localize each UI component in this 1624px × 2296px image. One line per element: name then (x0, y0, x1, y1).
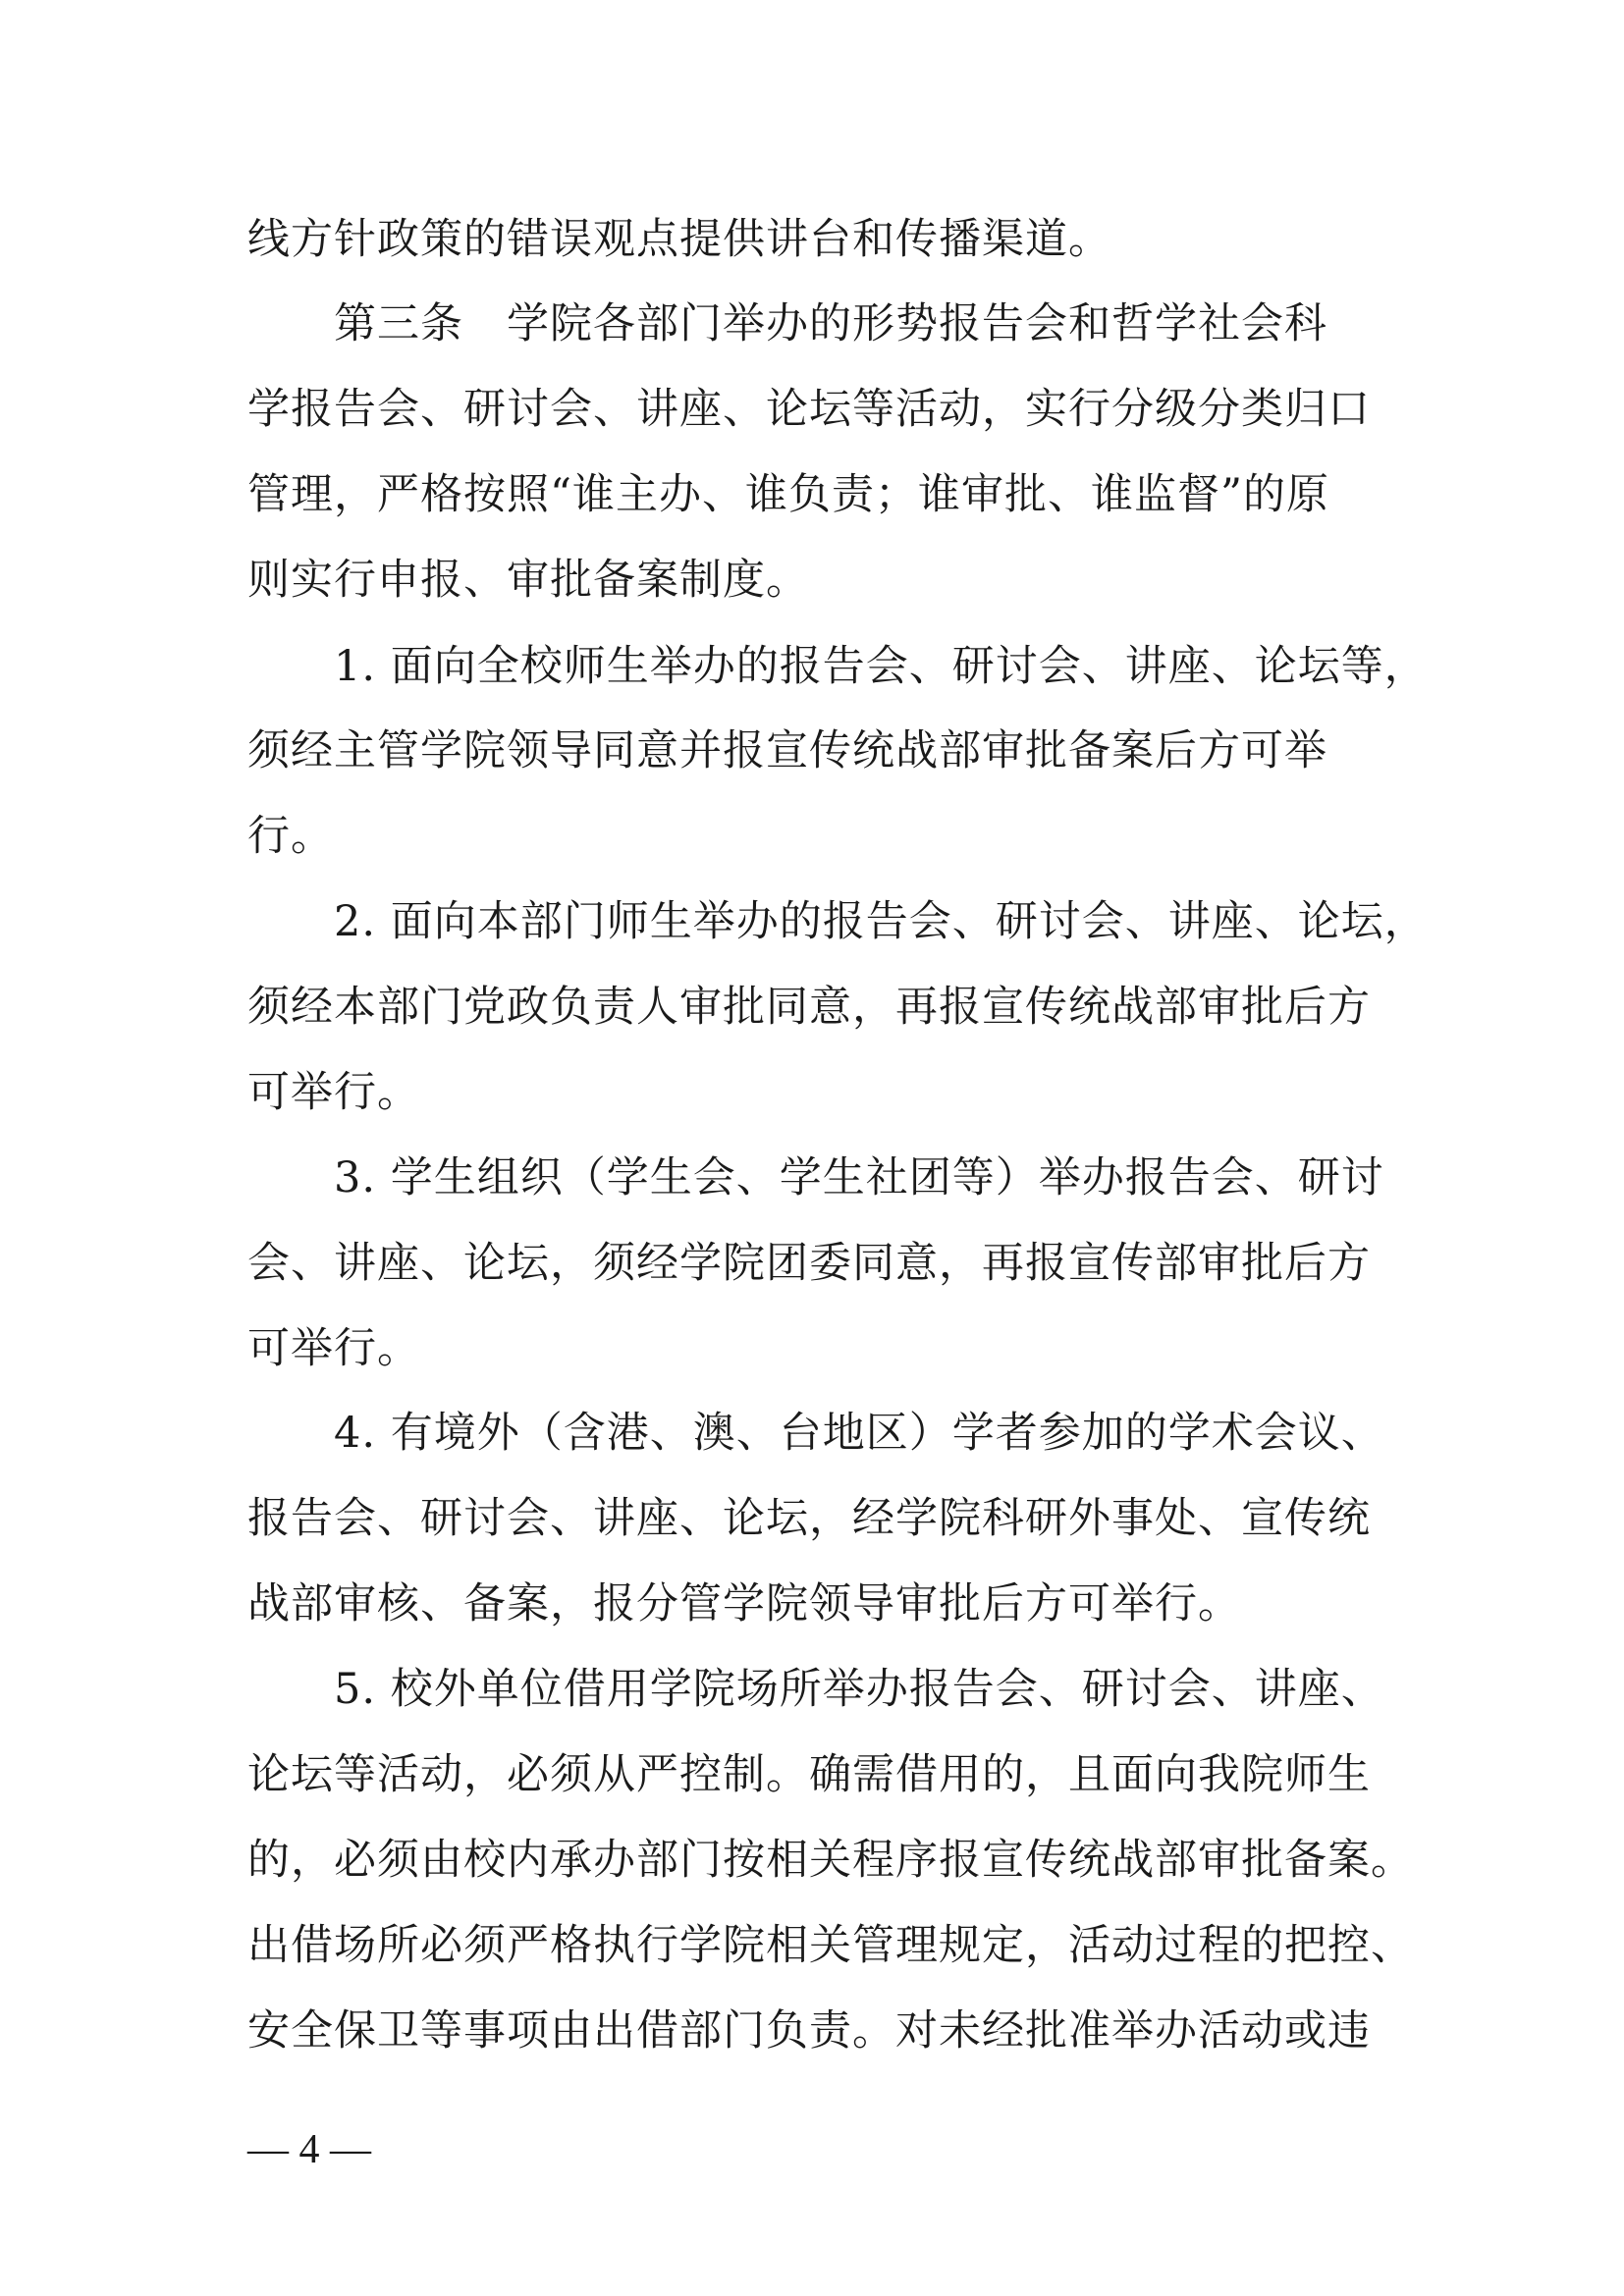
text-line: 可举行。 (247, 1068, 420, 1117)
text-line: 须经本部门党政负责人审批同意，再报宣传统战部审批后方 (247, 983, 1371, 1032)
text-line: 1. 面向全校师生举办的报告会、研讨会、讲座、论坛等， (247, 642, 1428, 691)
text-line: 学报告会、研讨会、讲座、论坛等活动，实行分级分类归口 (247, 385, 1371, 434)
text-line: 的，必须由校内承办部门按相关程序报宣传统战部审批备案。 (247, 1836, 1414, 1885)
text-line: 则实行申报、审批备案制度。 (247, 556, 809, 605)
text-line: 战部审核、备案，报分管学院领导审批后方可举行。 (247, 1579, 1241, 1629)
text-line: 线方针政策的错误观点提供讲台和传播渠道。 (247, 215, 1111, 264)
text-line: 4. 有境外（含港、澳、台地区）学者参加的学术会议、 (247, 1409, 1384, 1458)
page-number: — 4 — (247, 2127, 371, 2172)
text-line: 3. 学生组织（学生会、学生社团等）举办报告会、研讨 (247, 1153, 1384, 1202)
text-line: 行。 (247, 812, 334, 861)
text-line: 安全保卫等事项由出借部门负责。对未经批准举办活动或违 (247, 2006, 1371, 2056)
text-line: 论坛等活动，必须从严控制。确需借用的，且面向我院师生 (247, 1750, 1371, 1799)
text-line: 出借场所必须严格执行学院相关管理规定，活动过程的把控、 (247, 1921, 1414, 1970)
text-line: 报告会、研讨会、讲座、论坛，经学院科研外事处、宣传统 (247, 1494, 1371, 1543)
text-line: 会、讲座、论坛，须经学院团委同意，再报宣传部审批后方 (247, 1239, 1371, 1288)
text-line: 须经主管学院领导同意并报宣传统战部审批备案后方可举 (247, 726, 1327, 775)
text-line: 可举行。 (247, 1324, 420, 1373)
text-line: 2. 面向本部门师生举办的报告会、研讨会、讲座、论坛， (247, 897, 1428, 946)
text-line: 管理，严格按照“谁主办、谁负责；谁审批、谁监督”的原 (247, 470, 1329, 519)
text-line: 第三条 学院各部门举办的形势报告会和哲学社会科 (247, 299, 1327, 348)
text-line: 5. 校外单位借用学院场所举办报告会、研讨会、讲座、 (247, 1665, 1384, 1714)
